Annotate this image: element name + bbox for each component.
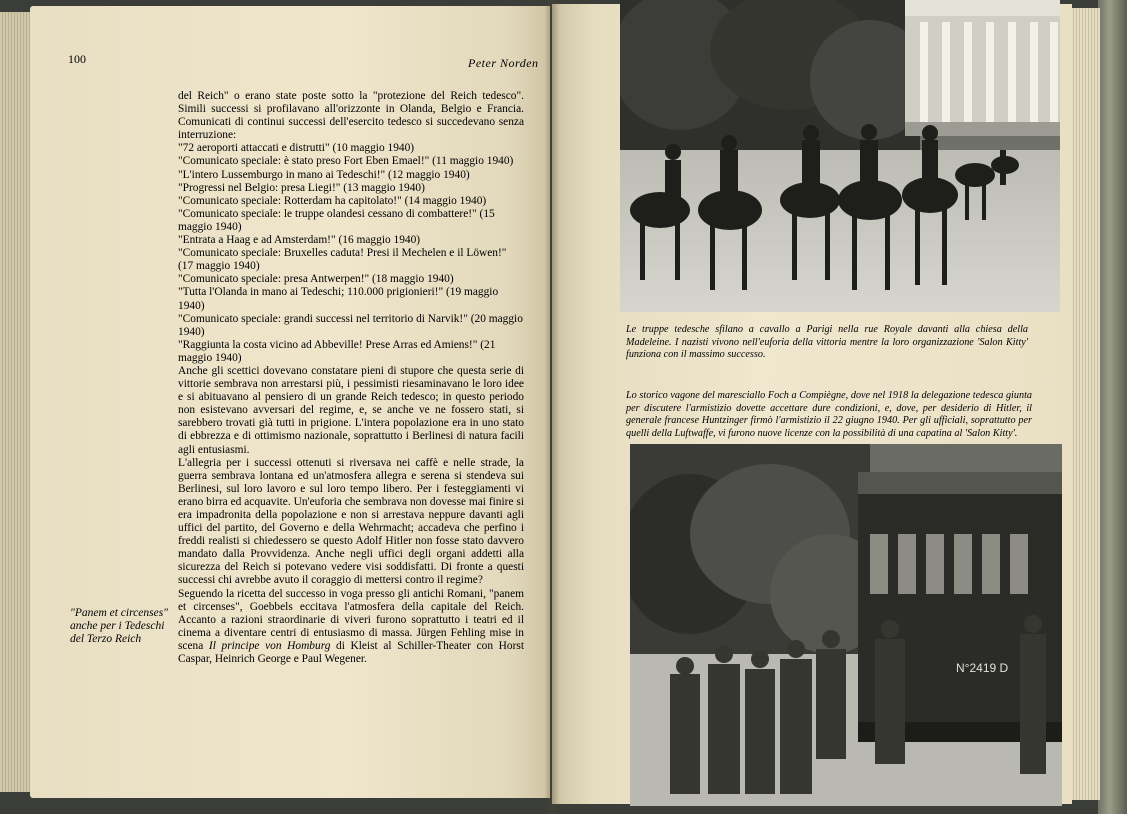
running-head: Peter Norden xyxy=(468,56,539,70)
railcar-photo xyxy=(630,444,1062,806)
bulletin-line: "72 aeroporti attaccati e distrutti" (10 maggio 1940) xyxy=(178,142,415,155)
bulletin-line: "Comunicato speciale: grandi successi nel territorio di Narvik!" (20 maggio 1940) xyxy=(178,312,523,338)
cavalry-parade-image xyxy=(620,0,1060,312)
photo-caption-1: Le truppe tedesche sfilano a cavallo a Parigi nella rue Royale davanti alla chiesa della Madeleine. I nazisti vivono nell'euforia della vittoria mentre la loro organizzazione 'Salon Kitty' funziona con il massimo successo. xyxy=(626,324,1028,361)
paragraph-1: del Reich" o erano state poste sotto la "protezione del Reich tedesco". Simili successi si profilavano all'orizzonte in Olanda, Belgio e Francia. Comunicati di continui successi dell'esercito tedesco si succedevano senza interruzione: xyxy=(178,90,524,142)
armistice-railcar-image xyxy=(630,444,1062,806)
paragraph-4 xyxy=(178,588,524,667)
bulletin-line: "Progressi nel Belgio: presa Liegi!" (13 maggio 1940) xyxy=(178,181,425,194)
bulletin-line: "Comunicato speciale: le truppe olandesi cessano di combattere!" (15 maggio 1940) xyxy=(178,207,495,233)
bulletin-line: "Comunicato speciale: Bruxelles caduta! Presi il Mechelen e il Löwen!" (17 maggio 1940) xyxy=(178,247,507,273)
page-number: 100 xyxy=(68,52,86,66)
bulletin-line: "Comunicato speciale: presa Antwerpen!" (18 maggio 1940) xyxy=(178,273,454,286)
bulletin-line: "Entrata a Haag e ad Amsterdam!" (16 maggio 1940) xyxy=(178,234,421,247)
book-gutter xyxy=(544,0,560,814)
bulletin-line: "Comunicato speciale: Rotterdam ha capitolato!" (14 maggio 1940) xyxy=(178,194,487,207)
paragraph-4-tail: di Kleist al Schiller-Theater con Horst Caspar, Heinrich George e Paul Wegener. xyxy=(178,639,524,666)
photo-caption-2: Lo storico vagone del maresciallo Foch a Compiègne, dove nel 1918 la delegazione tedesca giunta per discutere l'armistizio dovette accettare dure condizioni, e, dove, per desiderio di Hitler, il generale francese Huntzinger firmò l'armistizio il 22 giugno 1940. Per gli ufficiali, soprattutto per quelli della Luftwaffe, vi furono nuove licenze con la possibilità di una capatina al 'Salon Kitty'. xyxy=(626,390,1032,439)
railcar-number: N°2419 D xyxy=(956,661,1009,675)
paragraph-3: L'allegria per i successi ottenuti si riversava nei caffè e nelle strade, la guerra sembrava lontana ed un'atmosfera allegra e serena si stendeva sui Berlinesi, sul loro lavoro e sul loro tempo libero. Per i festeggiamenti vi erano birra ed acquavite. Un'euforia che sembrava non dovesse mai finire si era impadronita della popolazione e non si arrestava neppure davanti agli uffici del partito, del Governo e della Wehrmacht; accadeva che perfino i freddi realisti si chiedessero se questo Adolf Hitler non fosse stato davvero mandato dalla Provvidenza. Anche negli uffici degli organi addetti alla sicurezza del Reich si potevano vedere visi soddisfatti. Di fronte a questi successi chi avrebbe avuto il coraggio di mettersi contro il regime? xyxy=(178,456,524,587)
parade-photo xyxy=(620,0,1060,312)
bulletin-line: "Tutta l'Olanda in mano ai Tedeschi; 110.000 prigionieri!" (19 maggio 1940) xyxy=(178,286,499,312)
margin-note: "Panem et circenses" anche per i Tedeschi del Terzo Reich xyxy=(70,607,169,645)
paragraph-4-lead: Seguendo la ricetta del successo in voga presso gli antichi Romani, "panem et circenses", Goebbels eccitava l'atmosfera della capitale del Reich. Accanto a razioni straordinarie di viveri furono soprattutto i teatri ed il cinema a diventare centri di entusiasmo di massa. Jürgen Fehling mise in scena xyxy=(178,587,524,652)
play-title: Il principe von Homburg xyxy=(208,639,331,652)
main-text xyxy=(178,90,524,666)
cover-edge xyxy=(1098,0,1127,814)
bulletin-line: "L'intero Lussemburgo in mano ai Tedeschi!" (12 maggio 1940) xyxy=(178,168,470,181)
bulletin-line: "Comunicato speciale: è stato preso Fort Eben Emael!" (11 maggio 1940) xyxy=(178,155,514,168)
paragraph-2: Anche gli scettici dovevano constatare pieni di stupore che questa serie di vittorie sembrava non arrestarsi più, i pessimisti riesaminavano le loro idee e si abituavano al pensiero di un grande Reich tedesco; in questo periodo non esistevano avversari del regime, e, se anche ve ne fossero stati, si sarebbero trovati già tutti in prigione. L'intera popolazione era in uno stato di ebbrezza e di ottimismo nazionale, soprattutto i Berlinesi di natura facili agli entusiasmi. xyxy=(178,364,524,456)
bulletin-line: "Raggiunta la costa vicino ad Abbeville! Prese Arras ed Amiens!" (21 maggio 1940) xyxy=(178,338,496,364)
